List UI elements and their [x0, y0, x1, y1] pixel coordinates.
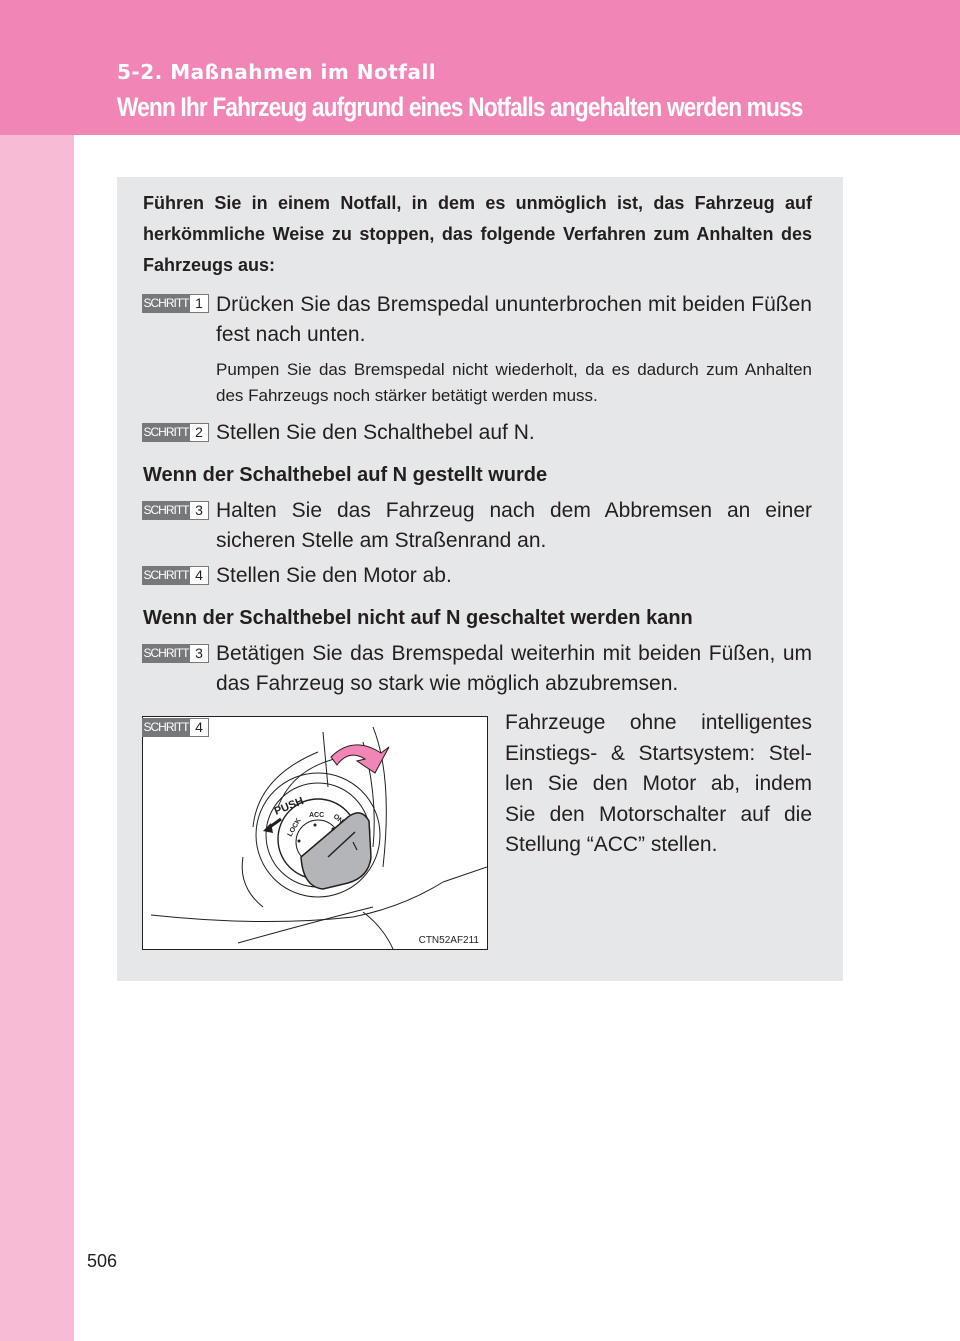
- step-number: 1: [190, 294, 209, 313]
- label-push: PUSH: [272, 795, 306, 818]
- step-badge-3b: [142, 644, 209, 663]
- label-on: ON: [331, 813, 345, 826]
- step-badge-4a: [142, 566, 209, 585]
- step-badge-2: [142, 423, 209, 442]
- label-lock: LOCK: [286, 817, 303, 838]
- step-number: 3: [190, 644, 209, 663]
- step-word: SCHRITT: [142, 501, 190, 520]
- step-text-3b: Betätigen Sie das Bremspedal weiterhin mit beiden Füßen, um das Fahrzeug so stark wie möglich abzubremsen.: [216, 642, 812, 695]
- step-text-line: Stellung “ACC” stellen.: [505, 833, 718, 856]
- step-text-line: Fahrzeuge ohne intelligentes: [505, 711, 812, 734]
- subheading-shift-n: Wenn der Schalthebel auf N gestellt wurde: [143, 464, 548, 486]
- step-word: SCHRITT: [142, 423, 190, 442]
- step-text-line: Einstiegs- & Startsystem: Stel-: [505, 741, 812, 765]
- step-word: SCHRITT: [142, 566, 190, 585]
- step-badge-1: [142, 294, 209, 313]
- ignition-key-illustration: [143, 717, 487, 949]
- page-number: 506: [87, 1251, 118, 1271]
- step-badge-3a: [142, 501, 209, 520]
- note-text: Pumpen Sie das Bremspedal nicht wiederholt, da es dadurch zum Anhalten des Fahrzeugs noch stärker betätigt werden muss.: [216, 360, 812, 405]
- step-number: 4: [190, 566, 209, 585]
- subheading-shift-not-n: Wenn der Schalthebel nicht auf N geschaltet werden kann: [143, 607, 693, 629]
- side-strip: [0, 0, 74, 1341]
- step-word: SCHRITT: [142, 644, 190, 663]
- step-text-4a: Stellen Sie den Motor ab.: [216, 564, 452, 587]
- step-text-line: len Sie den Motor ab, indem: [505, 772, 812, 795]
- step-badge-4b: [142, 718, 209, 737]
- section-label: 5-2. Maßnahmen im Notfall: [117, 60, 437, 84]
- step-number: 3: [190, 501, 209, 520]
- step-number: 4: [190, 718, 209, 737]
- page-title: Wenn Ihr Fahrzeug aufgrund eines Notfalls angehalten werden muss: [117, 92, 803, 122]
- step-text-2: Stellen Sie den Schalthebel auf N.: [216, 421, 535, 444]
- step-word: SCHRITT: [142, 294, 190, 313]
- label-acc: ACC: [309, 812, 325, 819]
- step-number: 2: [190, 423, 209, 442]
- step-text-line: Sie den Motorschalter auf die: [505, 802, 812, 826]
- ignition-figure: [142, 716, 488, 950]
- intro-paragraph: Führen Sie in einem Notfall, in dem es unmöglich ist, das Fahrzeug auf herkömmliche Weise zu stoppen, das folgende Verfahren zum Anhalten des Fahrzeugs aus:: [143, 193, 812, 275]
- header-band: [0, 0, 960, 135]
- figure-code: CTN52AF211: [418, 935, 479, 946]
- step-text-4b: [505, 708, 812, 861]
- step-word: SCHRITT: [142, 718, 190, 737]
- step-text-1: Drücken Sie das Bremspedal ununterbrochen mit beiden Füßen fest nach unten.: [216, 293, 812, 346]
- step-text-3a: Halten Sie das Fahrzeug nach dem Abbremsen an einer sicheren Stelle am Straßenrand an.: [216, 499, 812, 552]
